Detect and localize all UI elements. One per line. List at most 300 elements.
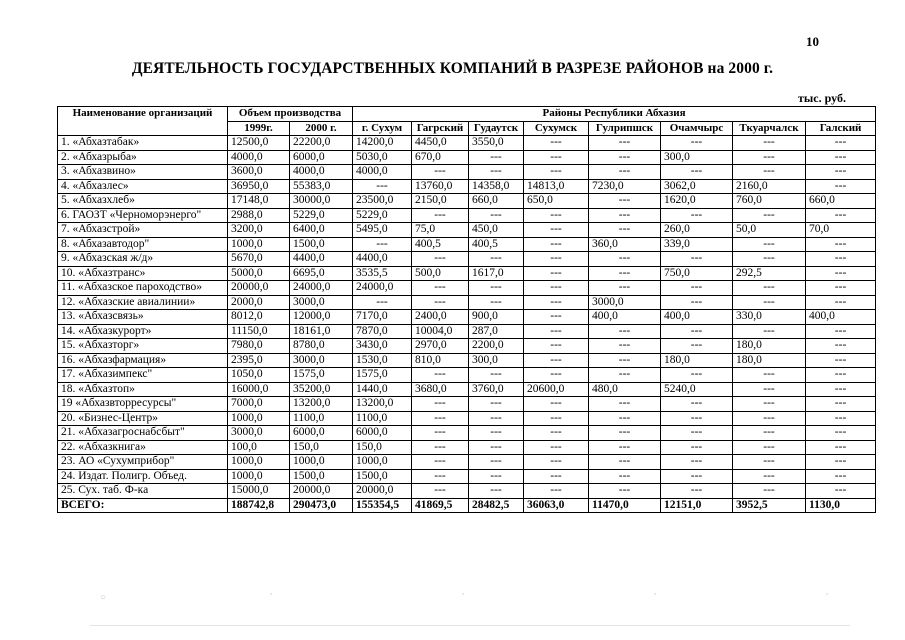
organization-name: 14. «Абхазкурорт» — [58, 324, 228, 339]
value-cell: 670,0 — [412, 150, 469, 165]
value-cell: --- — [589, 339, 661, 354]
value-cell: 7230,0 — [589, 179, 661, 194]
value-cell: 3430,0 — [353, 339, 412, 354]
value-cell: --- — [661, 426, 733, 441]
value-cell: 180,0 — [733, 353, 806, 368]
value-cell: 15000,0 — [228, 484, 290, 499]
table-row — [58, 179, 876, 194]
value-cell: --- — [524, 339, 589, 354]
value-cell: 1620,0 — [661, 194, 733, 209]
value-cell: 1000,0 — [228, 411, 290, 426]
value-cell: 2200,0 — [469, 339, 524, 354]
value-cell: 1575,0 — [353, 368, 412, 383]
value-cell: 150,0 — [353, 440, 412, 455]
value-cell: --- — [661, 368, 733, 383]
value-cell: --- — [733, 411, 806, 426]
value-cell: --- — [524, 295, 589, 310]
table-row — [58, 136, 876, 151]
value-cell: 6000,0 — [290, 150, 353, 165]
value-cell: 290473,0 — [290, 498, 353, 513]
value-cell: 75,0 — [412, 223, 469, 238]
value-cell: --- — [806, 455, 876, 470]
organization-name: 8. «Абхазавтодор" — [58, 237, 228, 252]
column-header: Гудаутск — [469, 121, 524, 136]
value-cell: --- — [661, 440, 733, 455]
value-cell: --- — [806, 469, 876, 484]
scan-mark: ′ — [462, 592, 465, 603]
organization-name: 23. АО «Сухумприбор" — [58, 455, 228, 470]
value-cell: 1000,0 — [353, 455, 412, 470]
table-row — [58, 353, 876, 368]
value-cell: --- — [733, 237, 806, 252]
value-cell: 188742,8 — [228, 498, 290, 513]
table-row — [58, 324, 876, 339]
value-cell: --- — [589, 426, 661, 441]
value-cell: --- — [353, 295, 412, 310]
value-cell: --- — [524, 455, 589, 470]
table-row — [58, 397, 876, 412]
value-cell: 6400,0 — [290, 223, 353, 238]
organization-name: 22. «Абхазкнига» — [58, 440, 228, 455]
value-cell: --- — [589, 150, 661, 165]
value-cell: --- — [353, 179, 412, 194]
value-cell: --- — [469, 411, 524, 426]
table-row — [58, 281, 876, 296]
value-cell: 41869,5 — [412, 498, 469, 513]
value-cell: --- — [412, 484, 469, 499]
value-cell: 4400,0 — [290, 252, 353, 267]
value-cell: 5229,0 — [290, 208, 353, 223]
value-cell: 750,0 — [661, 266, 733, 281]
value-cell: 450,0 — [469, 223, 524, 238]
organization-name: 15. «Абхазторг» — [58, 339, 228, 354]
value-cell: 1530,0 — [353, 353, 412, 368]
column-header: Гагрский — [412, 121, 469, 136]
value-cell: --- — [661, 484, 733, 499]
column-header: Гулрипшск — [589, 121, 661, 136]
value-cell: --- — [661, 252, 733, 267]
value-cell: 70,0 — [806, 223, 876, 238]
value-cell: 17148,0 — [228, 194, 290, 209]
value-cell: 12500,0 — [228, 136, 290, 151]
value-cell: 3600,0 — [228, 165, 290, 180]
value-cell: --- — [589, 440, 661, 455]
organization-name: 5. «Абхазхлеб» — [58, 194, 228, 209]
value-cell: --- — [524, 310, 589, 325]
value-cell: --- — [524, 353, 589, 368]
companies-table — [57, 106, 876, 513]
value-cell: --- — [806, 339, 876, 354]
value-cell: --- — [589, 353, 661, 368]
scan-edge-line — [90, 625, 850, 626]
value-cell: --- — [806, 165, 876, 180]
value-cell: 3550,0 — [469, 136, 524, 151]
value-cell: --- — [733, 136, 806, 151]
organization-name: 16. «Абхазфармация» — [58, 353, 228, 368]
value-cell: 4400,0 — [353, 252, 412, 267]
value-cell: 18161,0 — [290, 324, 353, 339]
value-cell: --- — [469, 295, 524, 310]
value-cell: 6695,0 — [290, 266, 353, 281]
value-cell: 5670,0 — [228, 252, 290, 267]
value-cell: --- — [589, 455, 661, 470]
table-row — [58, 150, 876, 165]
value-cell: 150,0 — [290, 440, 353, 455]
value-cell: --- — [661, 324, 733, 339]
organization-name: 11. «Абхазское пароходство» — [58, 281, 228, 296]
value-cell: --- — [806, 440, 876, 455]
page-number: 10 — [806, 34, 819, 49]
value-cell: 1000,0 — [228, 237, 290, 252]
value-cell: 7000,0 — [228, 397, 290, 412]
value-cell: --- — [806, 324, 876, 339]
column-header: Сухумск — [524, 121, 589, 136]
value-cell: 360,0 — [589, 237, 661, 252]
value-cell: --- — [412, 252, 469, 267]
organization-name: 19 «Абхазвторресурсы" — [58, 397, 228, 412]
value-cell: --- — [412, 469, 469, 484]
organization-name: 4. «Абхазлес» — [58, 179, 228, 194]
value-cell: --- — [589, 194, 661, 209]
value-cell: 55383,0 — [290, 179, 353, 194]
value-cell: 2988,0 — [228, 208, 290, 223]
value-cell: --- — [733, 382, 806, 397]
value-cell: --- — [589, 484, 661, 499]
value-cell: --- — [661, 208, 733, 223]
value-cell: 5495,0 — [353, 223, 412, 238]
organization-name: 3. «Абхазвино» — [58, 165, 228, 180]
value-cell: 1100,0 — [353, 411, 412, 426]
value-cell: 400,5 — [469, 237, 524, 252]
value-cell: --- — [661, 165, 733, 180]
value-cell: --- — [524, 368, 589, 383]
value-cell: 4000,0 — [353, 165, 412, 180]
header-volume: Объем производства — [228, 107, 353, 122]
table-row — [58, 469, 876, 484]
value-cell: --- — [412, 295, 469, 310]
value-cell: --- — [524, 440, 589, 455]
value-cell: 400,5 — [412, 237, 469, 252]
table-row — [58, 237, 876, 252]
table-row — [58, 339, 876, 354]
value-cell: 35200,0 — [290, 382, 353, 397]
value-cell: --- — [806, 368, 876, 383]
table-row — [58, 368, 876, 383]
value-cell: --- — [524, 397, 589, 412]
value-cell: 1440,0 — [353, 382, 412, 397]
value-cell: --- — [806, 382, 876, 397]
value-cell: --- — [524, 411, 589, 426]
value-cell: 3200,0 — [228, 223, 290, 238]
value-cell: 2400,0 — [412, 310, 469, 325]
value-cell: 23500,0 — [353, 194, 412, 209]
value-cell: 1575,0 — [290, 368, 353, 383]
value-cell: --- — [806, 266, 876, 281]
value-cell: --- — [661, 339, 733, 354]
value-cell: 14813,0 — [524, 179, 589, 194]
value-cell: 5240,0 — [661, 382, 733, 397]
value-cell: --- — [412, 165, 469, 180]
value-cell: --- — [524, 484, 589, 499]
value-cell: 1100,0 — [290, 411, 353, 426]
unit-label: тыс. руб. — [798, 91, 846, 105]
value-cell: 24000,0 — [353, 281, 412, 296]
value-cell: --- — [412, 281, 469, 296]
value-cell: 3760,0 — [469, 382, 524, 397]
value-cell: --- — [661, 411, 733, 426]
value-cell: 480,0 — [589, 382, 661, 397]
value-cell: 3062,0 — [661, 179, 733, 194]
value-cell: --- — [806, 179, 876, 194]
value-cell: --- — [733, 281, 806, 296]
value-cell: --- — [733, 455, 806, 470]
organization-name: 1. «Абхазтабак» — [58, 136, 228, 151]
value-cell: 16000,0 — [228, 382, 290, 397]
value-cell: --- — [589, 368, 661, 383]
value-cell: --- — [806, 281, 876, 296]
value-cell: --- — [524, 252, 589, 267]
value-cell: 1000,0 — [228, 469, 290, 484]
scan-mark: ′ — [654, 592, 657, 603]
value-cell: 12151,0 — [661, 498, 733, 513]
value-cell: --- — [661, 136, 733, 151]
organization-name: 25. Сух. таб. Ф-ка — [58, 484, 228, 499]
value-cell: --- — [469, 281, 524, 296]
organization-name: 24. Издат. Полигр. Объед. — [58, 469, 228, 484]
value-cell: 11470,0 — [589, 498, 661, 513]
value-cell: --- — [733, 295, 806, 310]
organization-name: 20. «Бизнес-Центр» — [58, 411, 228, 426]
header-regions: Районы Республики Абхазия — [353, 107, 876, 122]
header-row-1 — [58, 107, 876, 122]
table-row — [58, 252, 876, 267]
value-cell: --- — [524, 469, 589, 484]
table-body — [58, 136, 876, 513]
value-cell: --- — [806, 237, 876, 252]
value-cell: 500,0 — [412, 266, 469, 281]
value-cell: 660,0 — [806, 194, 876, 209]
value-cell: --- — [524, 426, 589, 441]
value-cell: --- — [412, 208, 469, 223]
value-cell: 339,0 — [661, 237, 733, 252]
value-cell: 292,5 — [733, 266, 806, 281]
value-cell: 180,0 — [661, 353, 733, 368]
organization-name: 2. «Абхазрыба» — [58, 150, 228, 165]
value-cell: --- — [806, 411, 876, 426]
organization-name: 7. «Абхазстрой» — [58, 223, 228, 238]
value-cell: --- — [806, 150, 876, 165]
value-cell: 2000,0 — [228, 295, 290, 310]
value-cell: 2160,0 — [733, 179, 806, 194]
value-cell: --- — [524, 237, 589, 252]
table-row — [58, 194, 876, 209]
value-cell: 287,0 — [469, 324, 524, 339]
table-row — [58, 310, 876, 325]
value-cell: 3952,5 — [733, 498, 806, 513]
value-cell: --- — [733, 324, 806, 339]
value-cell: --- — [806, 136, 876, 151]
value-cell: --- — [524, 266, 589, 281]
value-cell: 50,0 — [733, 223, 806, 238]
value-cell: --- — [806, 295, 876, 310]
value-cell: 900,0 — [469, 310, 524, 325]
document-title: ДЕЯТЕЛЬНОСТЬ ГОСУДАРСТВЕННЫХ КОМПАНИЙ В РАЗРЕЗЕ РАЙОНОВ на 2000 г. — [131, 60, 774, 77]
value-cell: 2395,0 — [228, 353, 290, 368]
column-header: г. Сухум — [353, 121, 412, 136]
value-cell: 180,0 — [733, 339, 806, 354]
value-cell: --- — [661, 397, 733, 412]
value-cell: 3000,0 — [589, 295, 661, 310]
scan-mark: ○ — [100, 592, 107, 603]
value-cell: --- — [524, 150, 589, 165]
column-header: 1999г. — [228, 121, 290, 136]
table-row — [58, 455, 876, 470]
value-cell: --- — [524, 281, 589, 296]
value-cell: --- — [412, 411, 469, 426]
value-cell: 400,0 — [806, 310, 876, 325]
value-cell: --- — [589, 411, 661, 426]
value-cell: --- — [589, 469, 661, 484]
table-row — [58, 223, 876, 238]
value-cell: 400,0 — [661, 310, 733, 325]
value-cell: --- — [469, 440, 524, 455]
value-cell: 28482,5 — [469, 498, 524, 513]
value-cell: 11150,0 — [228, 324, 290, 339]
column-header: Ткуарчалск — [733, 121, 806, 136]
value-cell: --- — [469, 368, 524, 383]
value-cell: 330,0 — [733, 310, 806, 325]
value-cell: --- — [733, 368, 806, 383]
value-cell: --- — [661, 295, 733, 310]
value-cell: --- — [412, 455, 469, 470]
value-cell: --- — [589, 266, 661, 281]
organization-name: 12. «Абхазские авиалинии» — [58, 295, 228, 310]
value-cell: 14200,0 — [353, 136, 412, 151]
scan-mark: ′ — [826, 592, 829, 603]
value-cell: 13200,0 — [353, 397, 412, 412]
value-cell: --- — [524, 208, 589, 223]
value-cell: 3000,0 — [290, 353, 353, 368]
table-row — [58, 411, 876, 426]
value-cell: --- — [412, 368, 469, 383]
organization-name: 6. ГАОЗТ «Черноморэнерго" — [58, 208, 228, 223]
value-cell: --- — [733, 484, 806, 499]
value-cell: --- — [733, 252, 806, 267]
value-cell: 760,0 — [733, 194, 806, 209]
value-cell: --- — [412, 426, 469, 441]
header-name: Наименование организаций — [58, 107, 228, 136]
value-cell: 6000,0 — [290, 426, 353, 441]
organization-name: 10. «Абхазтранс» — [58, 266, 228, 281]
value-cell: 2150,0 — [412, 194, 469, 209]
table-row — [58, 266, 876, 281]
value-cell: --- — [589, 281, 661, 296]
value-cell: 3535,5 — [353, 266, 412, 281]
value-cell: --- — [469, 426, 524, 441]
value-cell: 1617,0 — [469, 266, 524, 281]
value-cell: --- — [469, 150, 524, 165]
value-cell: 1500,0 — [353, 469, 412, 484]
value-cell: 13200,0 — [290, 397, 353, 412]
value-cell: 7980,0 — [228, 339, 290, 354]
value-cell: --- — [469, 455, 524, 470]
value-cell: --- — [806, 484, 876, 499]
value-cell: --- — [806, 208, 876, 223]
value-cell: --- — [589, 165, 661, 180]
value-cell: 1130,0 — [806, 498, 876, 513]
value-cell: --- — [589, 252, 661, 267]
value-cell: --- — [589, 223, 661, 238]
value-cell: 100,0 — [228, 440, 290, 455]
value-cell: 22200,0 — [290, 136, 353, 151]
column-header: 2000 г. — [290, 121, 353, 136]
value-cell: 20000,0 — [353, 484, 412, 499]
value-cell: --- — [469, 208, 524, 223]
value-cell: --- — [733, 397, 806, 412]
value-cell: 20000,0 — [228, 281, 290, 296]
value-cell: --- — [589, 208, 661, 223]
value-cell: --- — [412, 440, 469, 455]
value-cell: 5000,0 — [228, 266, 290, 281]
organization-name: 21. «Абхазагроснабсбыт" — [58, 426, 228, 441]
value-cell: 8780,0 — [290, 339, 353, 354]
organization-name: 18. «Абхазтоп» — [58, 382, 228, 397]
value-cell: 155354,5 — [353, 498, 412, 513]
value-cell: --- — [806, 397, 876, 412]
total-row — [58, 498, 876, 513]
value-cell: 810,0 — [412, 353, 469, 368]
value-cell: 300,0 — [661, 150, 733, 165]
table-row — [58, 440, 876, 455]
value-cell: --- — [353, 237, 412, 252]
value-cell: --- — [469, 484, 524, 499]
value-cell: --- — [524, 223, 589, 238]
table-row — [58, 484, 876, 499]
value-cell: --- — [661, 281, 733, 296]
value-cell: --- — [733, 208, 806, 223]
value-cell: 36950,0 — [228, 179, 290, 194]
value-cell: 300,0 — [469, 353, 524, 368]
value-cell: 14358,0 — [469, 179, 524, 194]
value-cell: 36063,0 — [524, 498, 589, 513]
value-cell: --- — [589, 136, 661, 151]
scan-mark: ′ — [270, 592, 273, 603]
value-cell: --- — [412, 397, 469, 412]
value-cell: --- — [524, 165, 589, 180]
value-cell: 5229,0 — [353, 208, 412, 223]
value-cell: 5030,0 — [353, 150, 412, 165]
column-header: Очамчырс — [661, 121, 733, 136]
value-cell: 8012,0 — [228, 310, 290, 325]
value-cell: --- — [733, 165, 806, 180]
value-cell: 260,0 — [661, 223, 733, 238]
value-cell: 7870,0 — [353, 324, 412, 339]
value-cell: 650,0 — [524, 194, 589, 209]
value-cell: --- — [806, 353, 876, 368]
value-cell: 400,0 — [589, 310, 661, 325]
value-cell: 2970,0 — [412, 339, 469, 354]
table-row — [58, 295, 876, 310]
value-cell: 1500,0 — [290, 237, 353, 252]
value-cell: --- — [524, 136, 589, 151]
value-cell: 1000,0 — [290, 455, 353, 470]
value-cell: 1500,0 — [290, 469, 353, 484]
value-cell: --- — [661, 455, 733, 470]
value-cell: 4000,0 — [228, 150, 290, 165]
total-label: ВСЕГО: — [58, 498, 228, 513]
value-cell: 30000,0 — [290, 194, 353, 209]
value-cell: 4450,0 — [412, 136, 469, 151]
